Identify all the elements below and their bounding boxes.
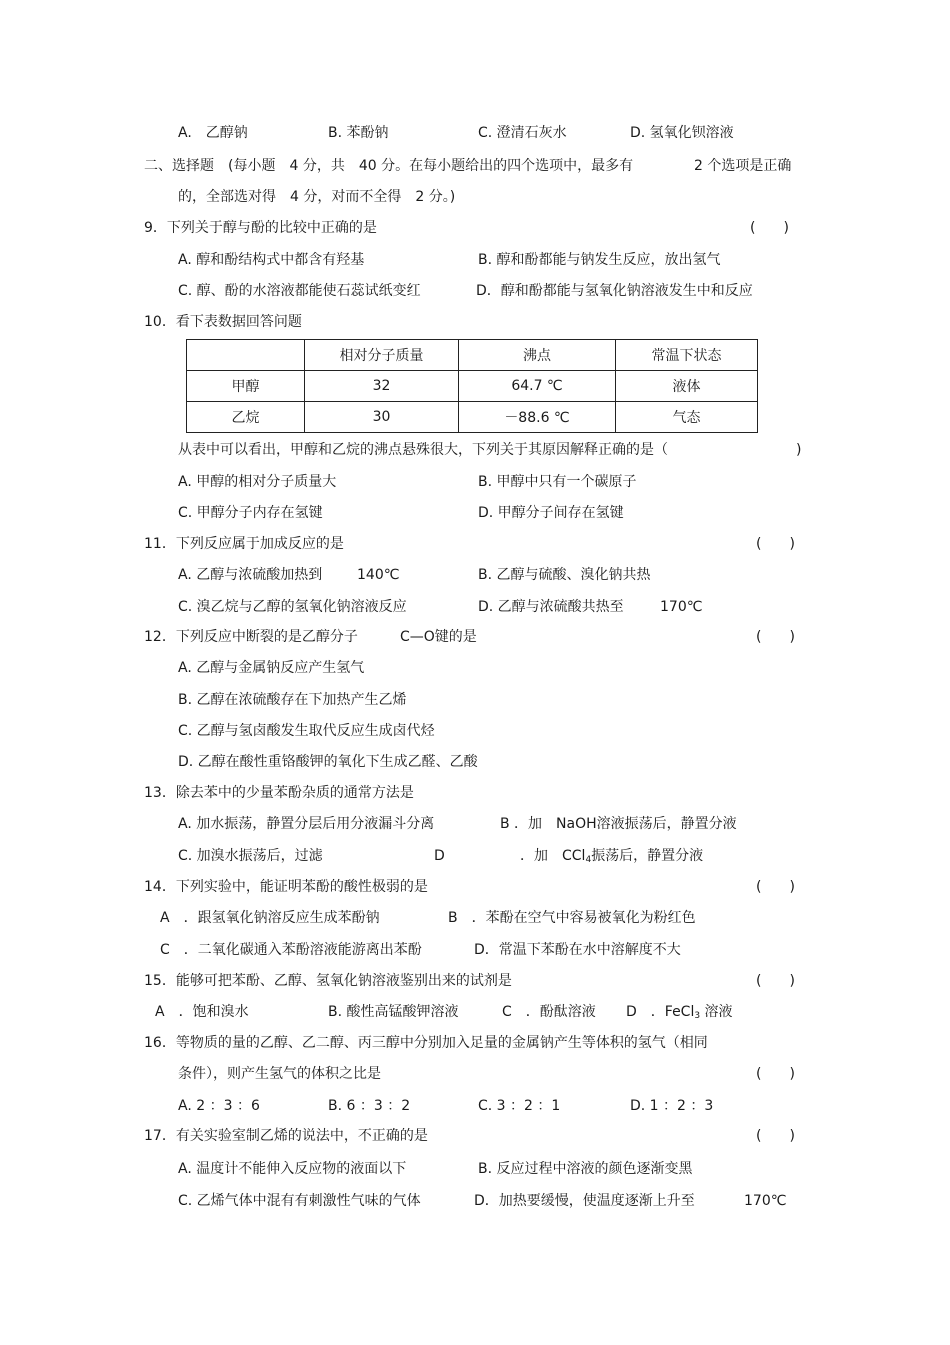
q12-option-b: B. 乙醇在浓硫酸存在下加热产生乙烯 <box>178 692 407 708</box>
q8-option-a: A. 乙醇钠 <box>178 125 248 141</box>
q17-option-d-temp: 170℃ <box>744 1193 787 1209</box>
q15-option-b: B. 酸性高锰酸钾溶液 <box>328 1004 459 1020</box>
table-cell: 32 <box>305 371 459 402</box>
q11-stem: 11．下列反应属于加成反应的是 <box>144 536 344 552</box>
q12-option-d: D. 乙醇在酸性重铬酸钾的氧化下生成乙醛、乙酸 <box>178 754 478 770</box>
table-header-row <box>187 340 758 371</box>
q14-stem: 14．下列实验中，能证明苯酚的酸性极弱的是 <box>144 879 428 895</box>
table-header-cell <box>187 340 305 371</box>
q13-option-b: B ．加 NaOH溶液振荡后，静置分液 <box>500 816 737 832</box>
q12-option-a: A. 乙醇与金属钠反应产生氢气 <box>178 660 365 676</box>
q14-option-a: A ．跟氢氧化钠溶反应生成苯酚钠 <box>160 910 380 926</box>
q16-option-c: C. 3 ：2 ：1 <box>478 1098 561 1114</box>
table-header-cell: 沸点 <box>459 340 616 371</box>
q11-option-c: C. 溴乙烷与乙醇的氢氧化钠溶液反应 <box>178 599 407 615</box>
q12-option-c: C. 乙醇与氢卤酸发生取代反应生成卤代烃 <box>178 723 435 739</box>
q16-stem: 16．等物质的量的乙醇、乙二醇、丙三醇中分别加入足量的金属钠产生等体积的氢气（相同 <box>144 1035 708 1051</box>
table-row <box>187 371 758 402</box>
q9-option-b: B. 醇和酚都能与钠发生反应，放出氢气 <box>478 252 721 268</box>
q14-option-c: C ．二氧化碳通入苯酚溶液能游离出苯酚 <box>160 942 422 958</box>
q16-option-a: A. 2 ：3 ：6 <box>178 1098 260 1114</box>
q10-stem: 10．看下表数据回答问题 <box>144 314 302 330</box>
q9-answer-bracket: ( ) <box>750 220 789 236</box>
q15-option-d <box>626 1003 733 1025</box>
q8-option-b: B. 苯酚钠 <box>328 125 389 141</box>
q9-stem: 9．下列关于醇与酚的比较中正确的是 <box>144 220 377 236</box>
q10-option-a: A. 甲醇的相对分子质量大 <box>178 474 337 490</box>
section2-heading: 二、选择题 (每小题 4 分，共 40 分。在每小题给出的四个选项中，最多有 <box>144 158 634 174</box>
q16-stem-line2: 条件），则产生氢气的体积之比是 <box>178 1066 381 1082</box>
table-cell: 甲醇 <box>187 371 305 402</box>
q11-option-a: A. 乙醇与浓硫酸加热到 <box>178 567 323 583</box>
q10-follow-up: 从表中可以看出，甲醇和乙烷的沸点悬殊很大，下列关于其原因解释正确的是（ <box>178 442 668 458</box>
q15-option-d-end: 溶液 <box>700 1004 733 1020</box>
q11-option-d-temp: 170℃ <box>660 599 703 615</box>
table-row <box>187 402 758 433</box>
q15-answer-bracket: ( ) <box>756 973 795 989</box>
q10-data-table <box>186 339 758 433</box>
q15-option-a: A ．饱和溴水 <box>155 1004 249 1020</box>
q12-answer-bracket: ( ) <box>756 629 795 645</box>
q15-option-d-text: D ．FeCl <box>626 1004 695 1020</box>
q11-option-b: B. 乙醇与硫酸、溴化钠共热 <box>478 567 651 583</box>
q16-option-d: D. 1 ：2 ：3 <box>630 1098 714 1114</box>
q10-option-b: B. 甲醇中只有一个碳原子 <box>478 474 637 490</box>
q16-answer-bracket: ( ) <box>756 1066 795 1082</box>
q13-stem: 13．除去苯中的少量苯酚杂质的通常方法是 <box>144 785 414 801</box>
section2-heading-line2: 的，全部选对得 4 分，对而不全得 2 分。) <box>178 189 456 205</box>
q12-stem-tail: C—O键的是 <box>400 629 477 645</box>
q12-stem: 12．下列反应中断裂的是乙醇分子 <box>144 629 358 645</box>
subscript: 4 <box>585 855 592 865</box>
q15-option-c: C ．酚酞溶液 <box>502 1004 596 1020</box>
table-cell: 气态 <box>616 402 758 433</box>
table-header-cell: 常温下状态 <box>616 340 758 371</box>
q13-option-d-label: D <box>434 848 445 864</box>
q11-answer-bracket: ( ) <box>756 536 795 552</box>
q17-stem: 17．有关实验室制乙烯的说法中，不正确的是 <box>144 1128 428 1144</box>
q17-option-d: D．加热要缓慢，使温度逐渐上升至 <box>474 1193 695 1209</box>
q14-option-d: D．常温下苯酚在水中溶解度不大 <box>474 942 681 958</box>
subscript: 3 <box>694 1011 701 1021</box>
q14-option-b: B ．苯酚在空气中容易被氧化为粉红色 <box>448 910 696 926</box>
table-header-cell: 相对分子质量 <box>305 340 459 371</box>
q10-option-c: C. 甲醇分子内存在氢键 <box>178 505 323 521</box>
q13-option-d-end: 振荡后，静置分液 <box>591 848 704 864</box>
q13-option-d <box>520 847 703 869</box>
table-cell: 液体 <box>616 371 758 402</box>
q17-option-b: B. 反应过程中溶液的颜色逐渐变黑 <box>478 1161 693 1177</box>
q9-option-d: D．醇和酚都能与氢氧化钠溶液发生中和反应 <box>476 283 753 299</box>
q16-option-b: B. 6 ：3 ：2 <box>328 1098 411 1114</box>
q10-option-d: D. 甲醇分子间存在氢键 <box>478 505 624 521</box>
q9-option-c: C. 醇、酚的水溶液都能使石蕊试纸变红 <box>178 283 421 299</box>
q9-option-a: A. 醇和酚结构式中都含有羟基 <box>178 252 365 268</box>
q11-option-d: D. 乙醇与浓硫酸共热至 <box>478 599 624 615</box>
q8-option-d: D. 氢氧化钡溶液 <box>630 125 734 141</box>
q8-option-c: C. 澄清石灰水 <box>478 125 567 141</box>
q17-option-a: A. 温度计不能伸入反应物的液面以下 <box>178 1161 407 1177</box>
table-cell: －88.6 ℃ <box>459 402 616 433</box>
q13-option-a: A. 加水振荡，静置分层后用分液漏斗分离 <box>178 816 435 832</box>
q13-option-c: C. 加溴水振荡后，过滤 <box>178 848 323 864</box>
q14-answer-bracket: ( ) <box>756 879 795 895</box>
q11-option-a-temp: 140℃ <box>357 567 400 583</box>
q17-option-c: C. 乙烯气体中混有有刺激性气味的气体 <box>178 1193 421 1209</box>
q17-answer-bracket: ( ) <box>756 1128 795 1144</box>
q10-bracket-close: ) <box>796 442 802 458</box>
table-cell: 64.7 ℃ <box>459 371 616 402</box>
q15-stem: 15．能够可把苯酚、乙醇、氢氧化钠溶液鉴别出来的试剂是 <box>144 973 512 989</box>
section2-heading-tail: 2 个选项是正确 <box>694 158 792 174</box>
q13-option-d-text: ．加 CCl <box>520 848 586 864</box>
table-cell: 乙烷 <box>187 402 305 433</box>
table-cell: 30 <box>305 402 459 433</box>
